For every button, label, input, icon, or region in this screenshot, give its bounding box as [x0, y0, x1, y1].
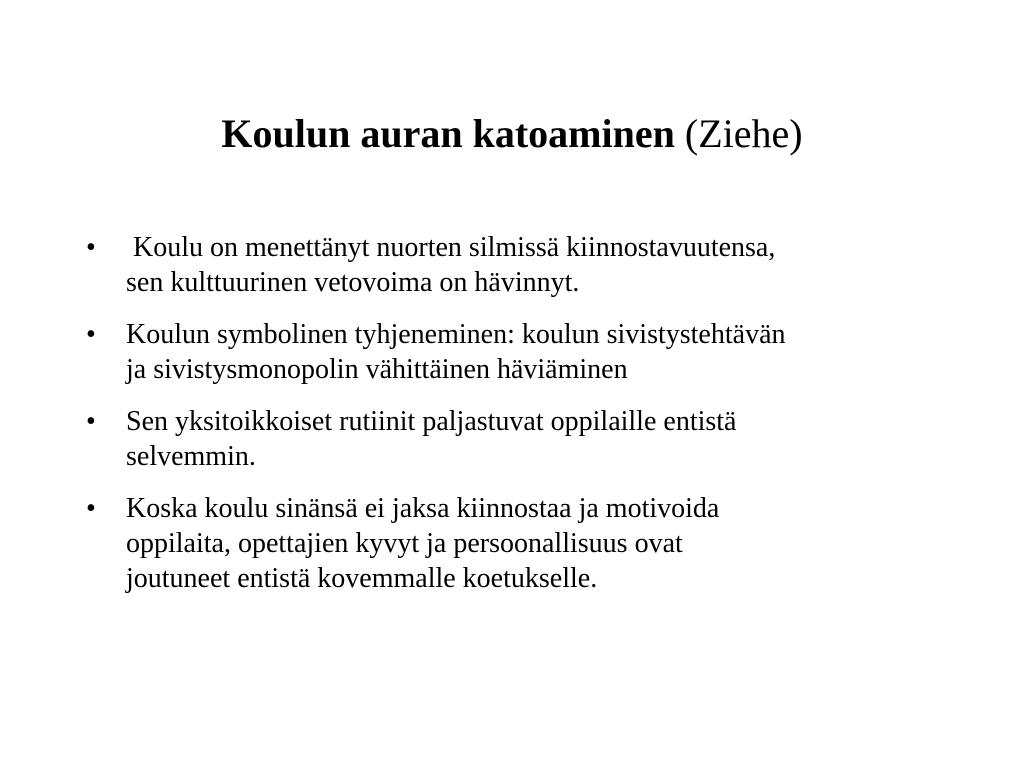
bullet-item: [86, 317, 946, 387]
bullet-line: selvemmin.: [126, 441, 256, 472]
bullet-line: Koulu on menettänyt nuorten silmissä kiinnostavuutensa,: [126, 232, 776, 263]
bullet-list: [86, 230, 946, 613]
title-author-text: (Ziehe): [684, 111, 803, 156]
bullet-item: [86, 230, 946, 300]
bullet-icon: •: [86, 232, 96, 263]
bullet-item: [86, 404, 946, 474]
bullet-item: [86, 491, 946, 596]
bullet-icon: •: [86, 493, 96, 524]
bullet-icon: •: [86, 319, 96, 350]
bullet-line: Sen yksitoikkoiset rutiinit paljastuvat oppilaille entistä: [126, 406, 737, 437]
bullet-line: Koulun symbolinen tyhjeneminen: koulun sivistystehtävän: [126, 319, 786, 350]
bullet-line: oppilaita, opettajien kyvyt ja persoonallisuus ovat: [126, 528, 683, 559]
bullet-line: ja sivistysmonopolin vähittäinen häviäminen: [126, 354, 628, 385]
bullet-line: sen kulttuurinen vetovoima on hävinnyt.: [126, 267, 580, 298]
bullet-icon: •: [86, 406, 96, 437]
title-main-text: Koulun auran katoaminen: [221, 111, 675, 156]
bullet-line: joutuneet entistä kovemmalle koetukselle.: [126, 563, 598, 594]
bullet-line: Koska koulu sinänsä ei jaksa kiinnostaa ja motivoida: [126, 493, 720, 524]
slide-title: [0, 108, 1024, 160]
